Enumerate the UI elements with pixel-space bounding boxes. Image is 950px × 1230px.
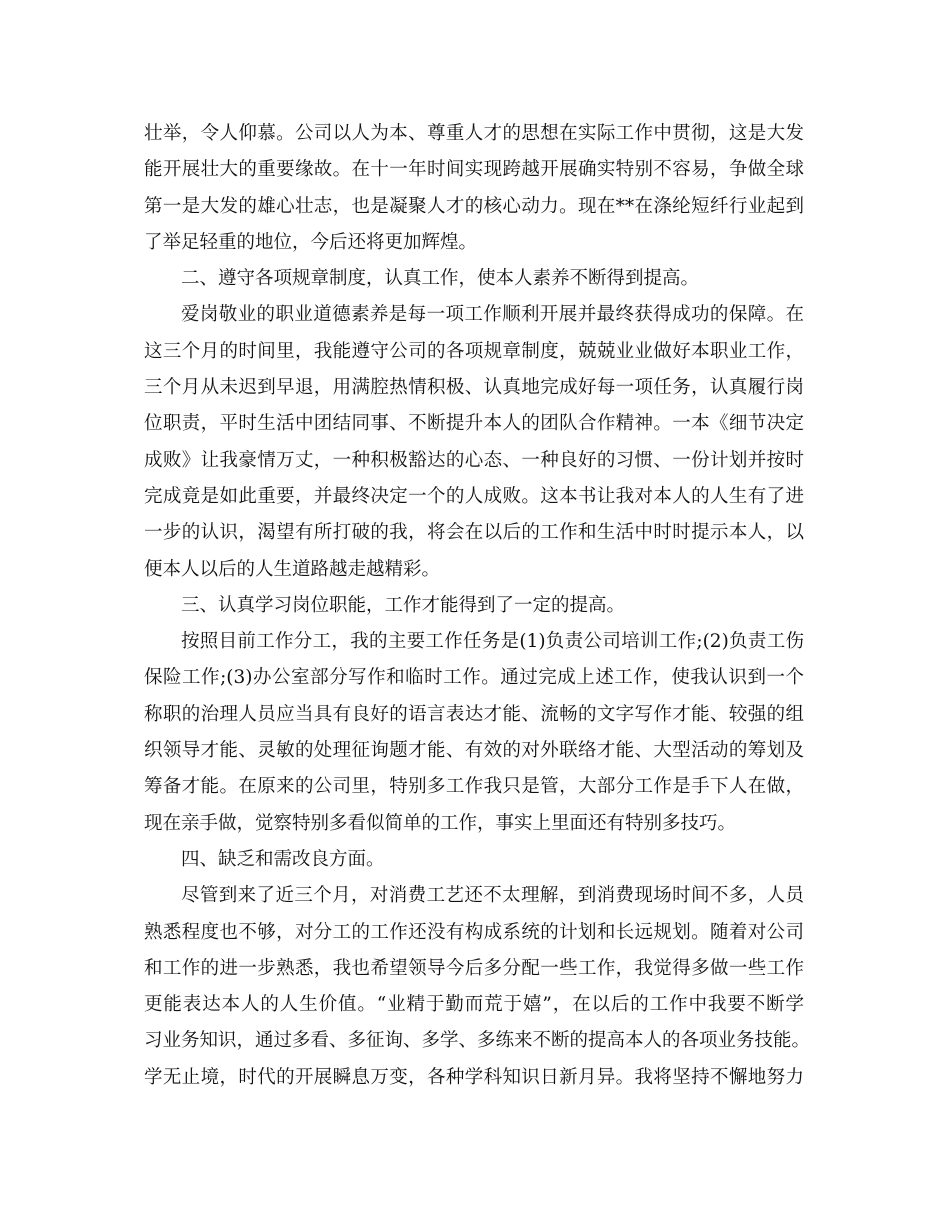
text-line: 现在亲手做，觉察特别多看似简单的工作，事实上里面还有特别多技巧。 [144,812,737,834]
text-line: 了举足轻重的地位，今后还将更加辉煌。 [144,231,478,253]
text-line: 筹备才能。在原来的公司里，特别多工作我只是管，大部分工作是手下人在做， [144,776,804,798]
section-heading: 二、遵守各项规章制度，认真工作，使本人素养不断得到提高。 [181,268,700,290]
text-line: 熟悉程度也不够，对分工的工作还没有构成系统的计划和长远规划。随着对公司 [144,921,804,943]
text-line: 爱岗敬业的职业道德素养是每一项工作顺利开展并最终获得成功的保障。在 [181,304,804,326]
text-line: 织领导才能、灵敏的处理征询题才能、有效的对外联络才能、大型活动的筹划及 [144,740,804,762]
section-heading: 三、认真学习岗位职能，工作才能得到了一定的提高。 [181,594,626,616]
text-line: 位职责，平时生活中团结同事、不断提升本人的团队合作精神。一本《细节决定 [144,413,804,435]
text-line: 壮举，令人仰慕。公司以人为本、尊重人才的思想在实际工作中贯彻，这是大发 [144,123,804,144]
text-line: 习业务知识，通过多看、多征询、多学、多练来不断的提高本人的各项业务技能。 [144,1030,811,1052]
text-line: 第一是大发的雄心壮志，也是凝聚人才的核心动力。现在**在涤纶短纤行业起到 [144,195,804,217]
text-line: 保险工作;(3)办公室部分写作和临时工作。通过完成上述工作，使我认识到一个 [144,667,804,689]
text-line: 能开展壮大的重要缘故。在十一年时间实现跨越开展确实特别不容易，争做全球 [144,159,804,181]
text-line: 完成竟是如此重要，并最终决定一个的人成败。这本书让我对本人的人生有了进 [144,485,804,507]
text-line: 这三个月的时间里，我能遵守公司的各项规章制度，兢兢业业做好本职业工作， [144,340,804,362]
text-line: 一步的认识，渴望有所打破的我，将会在以后的工作和生活中时时提示本人，以 [144,522,804,544]
text-line: 便本人以后的人生道路越走越精彩。 [144,558,441,580]
text-line: 和工作的进一步熟悉，我也希望领导今后多分配一些工作，我觉得多做一些工作 [144,957,804,979]
text-line: 学无止境，时代的开展瞬息万变，各种学科知识日新月异。我将坚持不懈地努力 [144,1066,804,1088]
text-line: 称职的治理人员应当具有良好的语言表达才能、流畅的文字写作才能、较强的组 [144,703,804,725]
text-line: 更能表达本人的人生价值。“业精于勤而荒于嬉”，在以后的工作中我要不断学 [144,994,804,1016]
document-body [144,116,811,1096]
text-line: 按照目前工作分工，我的主要工作任务是(1)负责公司培训工作;(2)负责工伤 [181,631,804,653]
text-line: 尽管到来了近三个月，对消费工艺还不太理解，到消费现场时间不多，人员 [181,885,804,907]
section-heading: 四、缺乏和需改良方面。 [181,848,385,870]
text-line: 三个月从未迟到早退，用满腔热情积极、认真地完成好每一项任务，认真履行岗 [144,377,804,399]
text-line: 成败》让我豪情万丈，一种积极豁达的心态、一种良好的习惯、一份计划并按时 [144,449,804,471]
